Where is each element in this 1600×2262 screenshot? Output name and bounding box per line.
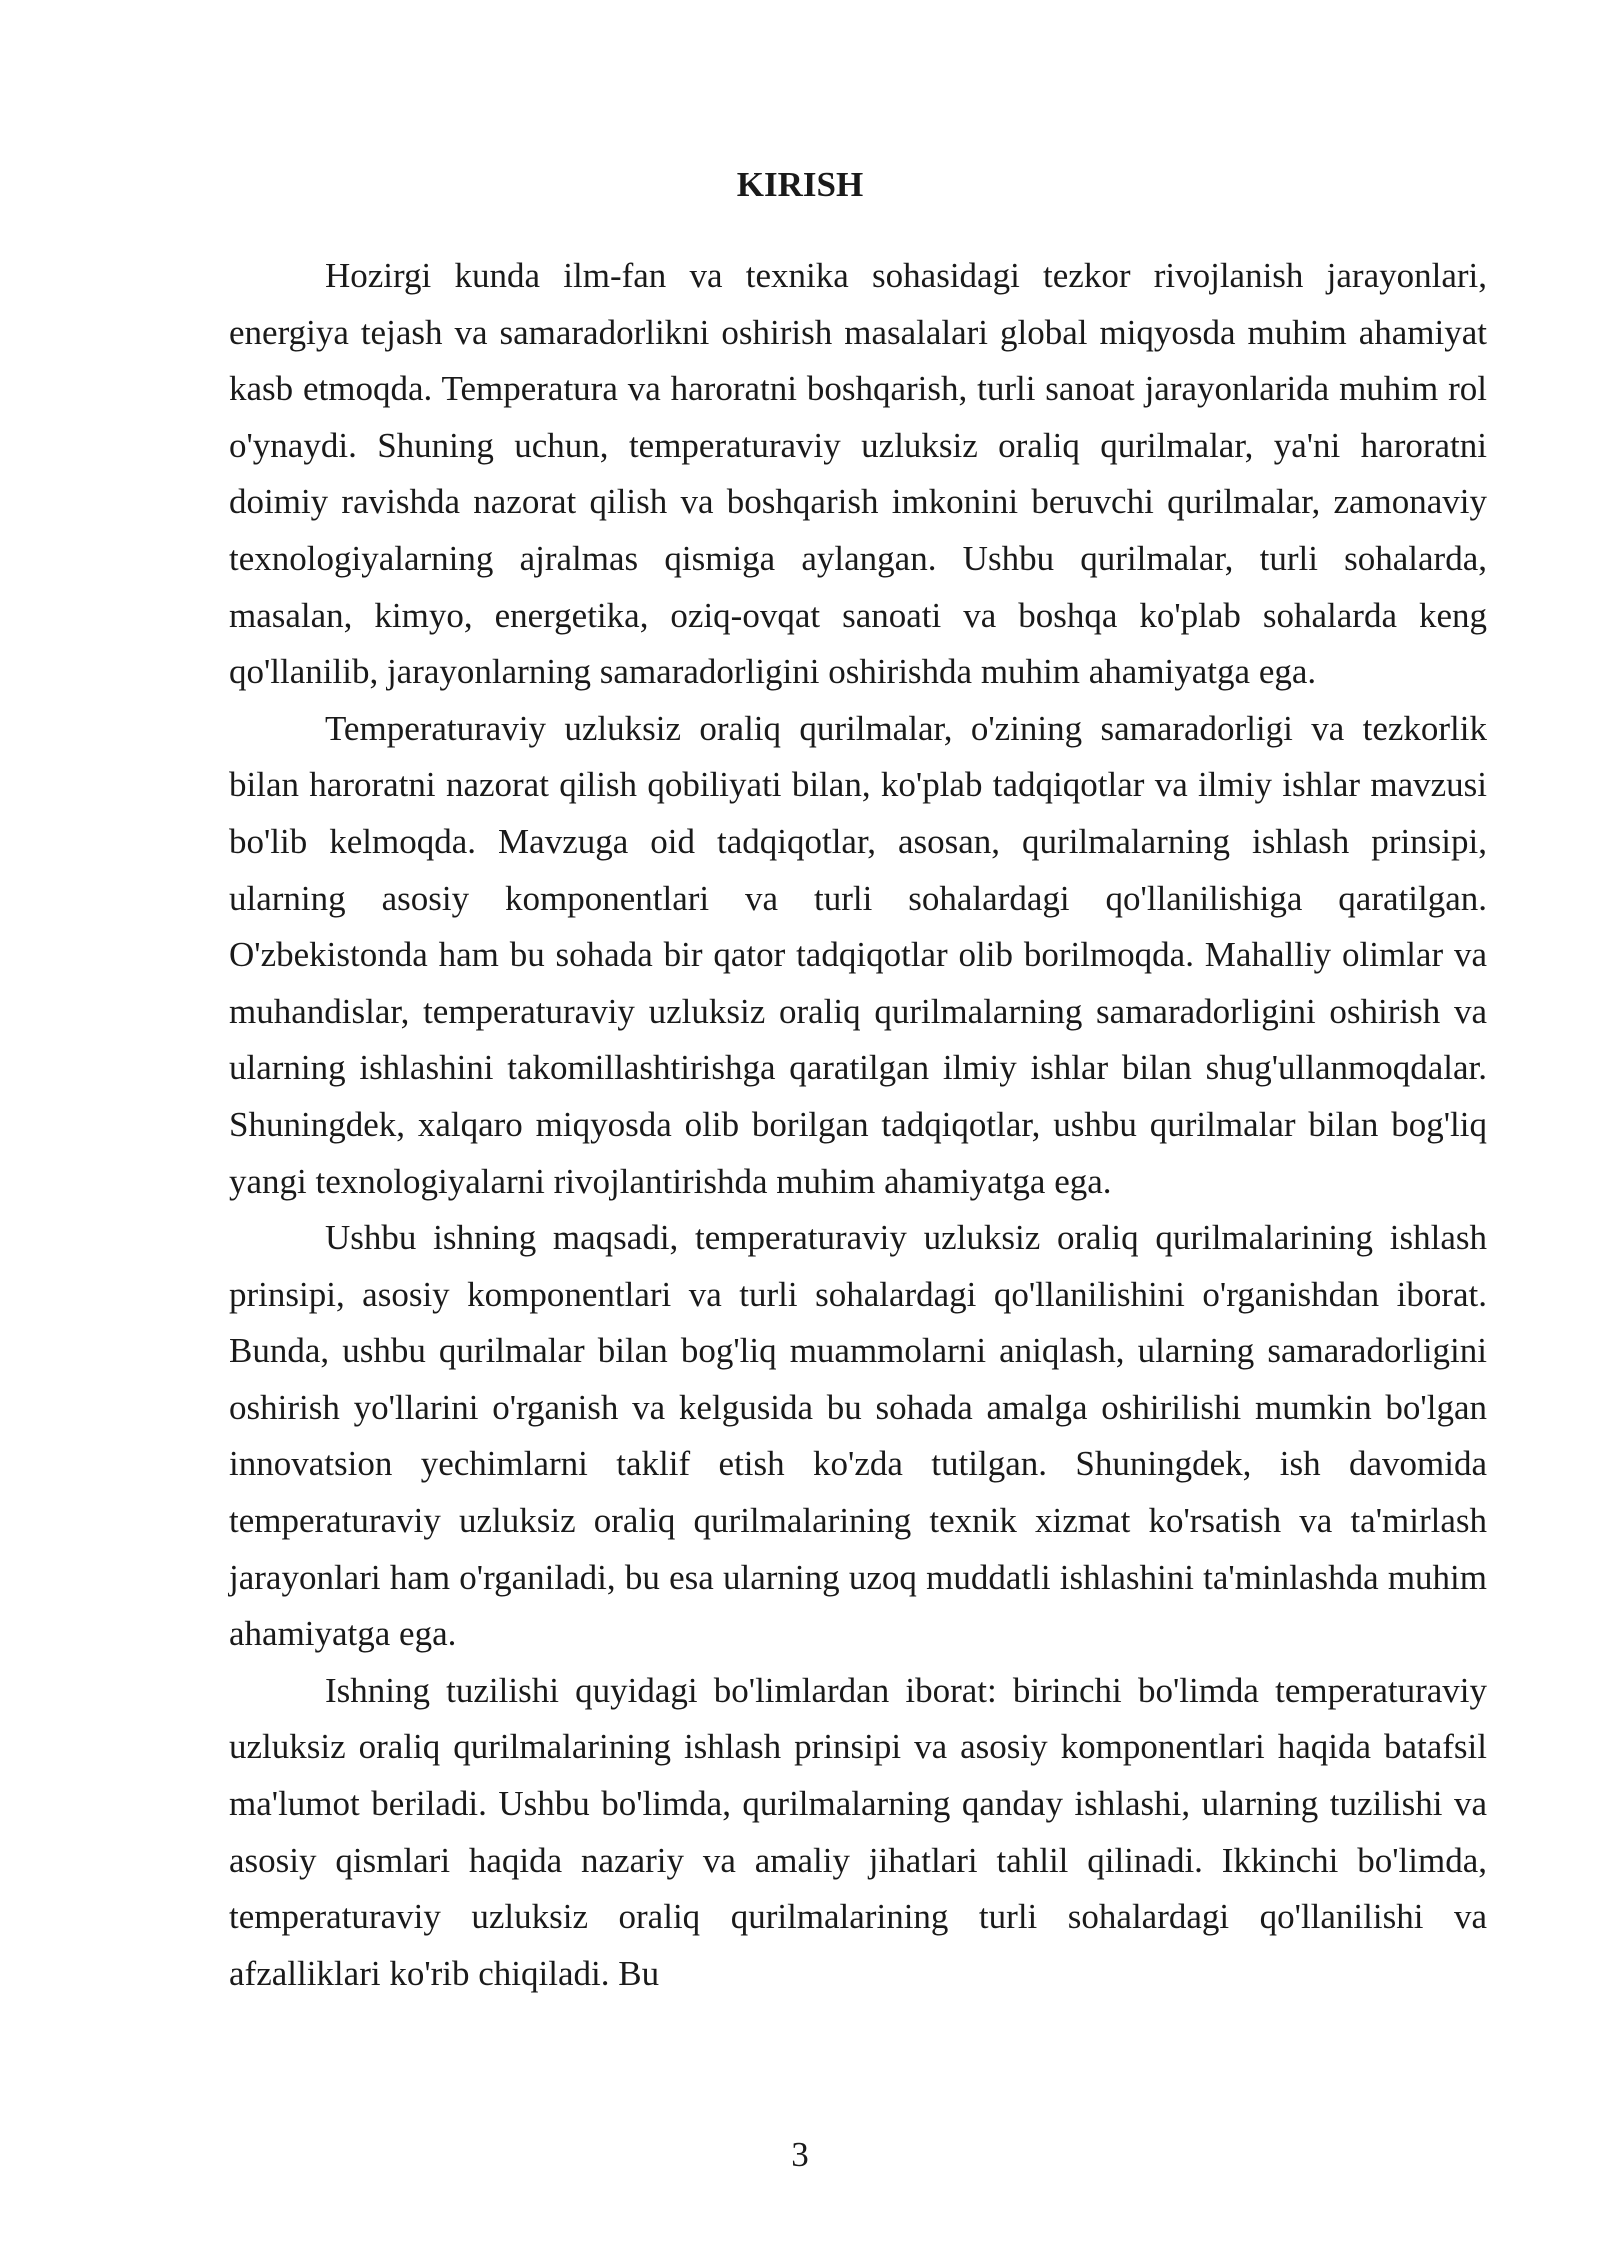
section-heading: KIRISH bbox=[736, 165, 864, 204]
page-number: 3 bbox=[791, 2135, 809, 2174]
paragraph-2: Temperaturaviy uzluksiz oraliq qurilmalar, o'zining samaradorligi va tezkorlik bilan haroratni nazorat qilish qobiliyati bilan, ko'plab tadqiqotlar va ilmiy ishlar mavzusi bo'lib kelmoqda. Mavzuga oid tadqiqotlar, asosan, qurilmalarning ishlash prinsipi, ularning asosiy komponentlari va turli sohalardagi qo'llanilishiga qaratilgan. O'zbekistonda ham bu sohada bir qator tadqiqotlar olib borilmoqda. Mahalliy olimlar va muhandislar, temperaturaviy uzluksiz oraliq qurilmalarning samaradorligini oshirish va ularning ishlashini takomillashtirishga qaratilgan ilmiy ishlar bilan shug'ullanmoqdalar. Shuningdek, xalqaro miqyosda olib borilgan tadqiqotlar, ushbu qurilmalar bilan bog'liq yangi texnologiyalarni rivojlantirishda muhim ahamiyatga ega. bbox=[229, 708, 1487, 1201]
body-text bbox=[229, 248, 1487, 2002]
paragraph-3: Ushbu ishning maqsadi, temperaturaviy uzluksiz oraliq qurilmalarining ishlash prinsipi, asosiy komponentlari va turli sohalardagi qo'llanilishini o'rganishdan iborat. Bunda, ushbu qurilmalar bilan bog'liq muammolarni aniqlash, ularning samaradorligini oshirish yo'llarini o'rganish va kelgusida bu sohada amalga oshirilishi mumkin bo'lgan innovatsion yechimlarni taklif etish ko'zda tutilgan. Shuningdek, ish davomida temperaturaviy uzluksiz oraliq qurilmalarining texnik xizmat ko'rsatish va ta'mirlash jarayonlari ham o'rganiladi, bu esa ularning uzoq muddatli ishlashini ta'minlashda muhim ahamiyatga ega. bbox=[229, 1218, 1487, 1654]
paragraph-1: Hozirgi kunda ilm-fan va texnika sohasidagi tezkor rivojlanish jarayonlari, energiya tejash va samaradorlikni oshirish masalalari global miqyosda muhim ahamiyat kasb etmoqda. Temperatura va haroratni boshqarish, turli sanoat jarayonlarida muhim rol o'ynaydi. Shuning uchun, temperaturaviy uzluksiz oraliq qurilmalar, ya'ni haroratni doimiy ravishda nazorat qilish va boshqarish imkonini beruvchi qurilmalar, zamonaviy texnologiyalarning ajralmas qismiga aylangan. Ushbu qurilmalar, turli sohalarda, masalan, kimyo, energetika, oziq-ovqat sanoati va boshqa ko'plab sohalarda keng qo'llanilib, jarayonlarning samaradorligini oshirishda muhim ahamiyatga ega. bbox=[229, 256, 1487, 692]
paragraph-4: Ishning tuzilishi quyidagi bo'limlardan iborat: birinchi bo'limda temperaturaviy uzluksiz oraliq qurilmalarining ishlash prinsipi va asosiy komponentlari haqida batafsil ma'lumot beriladi. Ushbu bo'limda, qurilmalarning qanday ishlashi, ularning tuzilishi va asosiy qismlari haqida nazariy va amaliy jihatlari tahlil qilinadi. Ikkinchi bo'limda, temperaturaviy uzluksiz oraliq qurilmalarining turli sohalardagi qo'llanilishi va afzalliklari ko'rib chiqiladi. Bu bbox=[229, 1670, 1487, 1993]
